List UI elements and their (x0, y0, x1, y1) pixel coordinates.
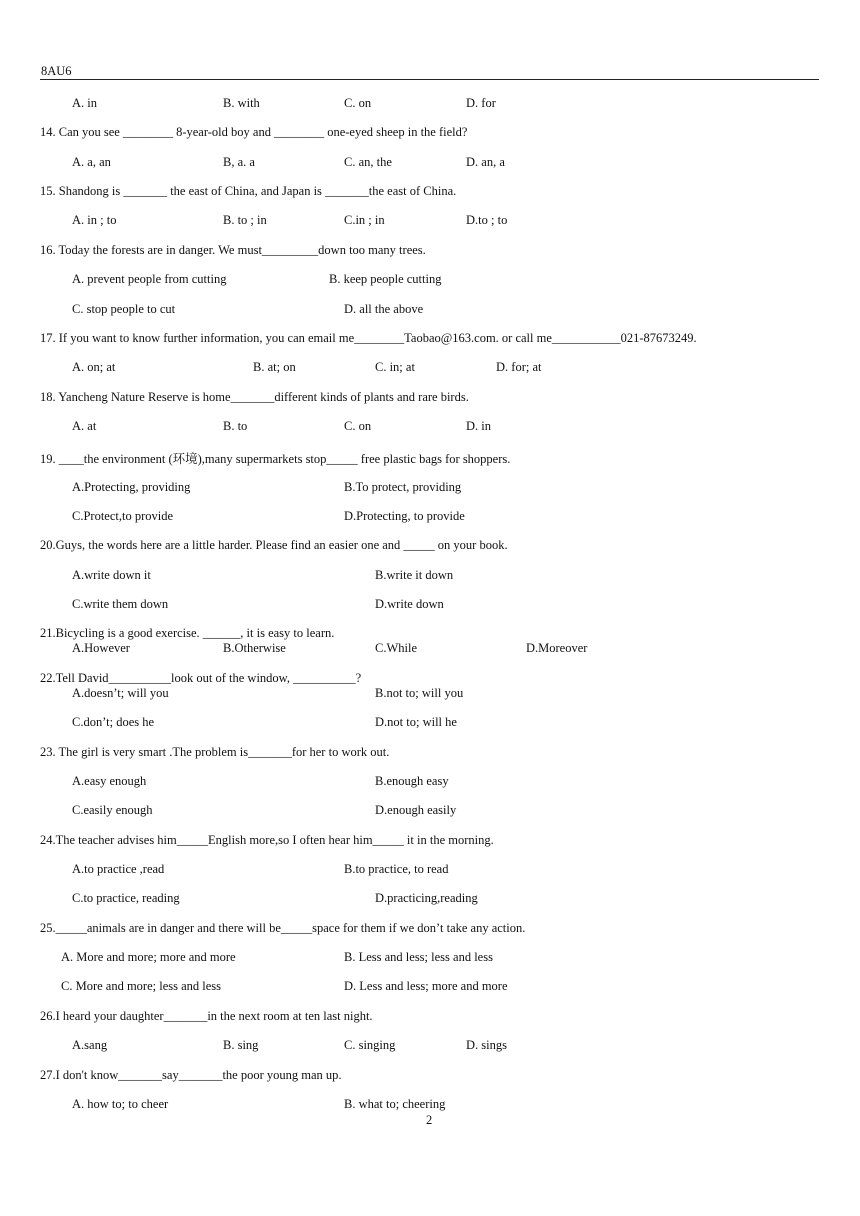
answer-option: A. in ; to (72, 213, 117, 227)
document-code: 8AU6 (41, 64, 72, 78)
answer-option: A. prevent people from cutting (72, 272, 227, 286)
answer-option: C.don’t; does he (72, 715, 155, 729)
answer-option: C. in; at (375, 360, 415, 374)
answer-option: A.to practice ,read (72, 862, 165, 876)
question-text: 20.Guys, the words here are a little harder. Please find an easier one and _____ on your book. (40, 538, 508, 552)
question-text: 16. Today the forests are in danger. We must_________down too many trees. (40, 243, 426, 257)
page-number: 2 (426, 1113, 433, 1127)
header-rule (40, 79, 819, 80)
answer-option: C. on (344, 96, 372, 110)
answer-option: A. More and more; more and more (61, 950, 236, 964)
answer-option: C. stop people to cut (72, 302, 176, 316)
question-text: 24.The teacher advises him_____English more,so I often hear him_____ it in the morning. (40, 833, 494, 847)
answer-option: B. what to; cheering (344, 1097, 446, 1111)
answer-option: A.easy enough (72, 774, 147, 788)
answer-option: D. for (466, 96, 496, 110)
answer-option: A. in (72, 96, 97, 110)
answer-option: C.to practice, reading (72, 891, 180, 905)
question-text: 27.I don't know_______say_______the poor young man up. (40, 1068, 342, 1082)
answer-option: B. with (223, 96, 260, 110)
question-text: 22.Tell David__________look out of the window, __________? (40, 671, 362, 685)
answer-option: B. to (223, 419, 248, 433)
answer-option: B.not to; will you (375, 686, 464, 700)
question-text: 14. Can you see ________ 8-year-old boy and ________ one-eyed sheep in the field? (40, 125, 468, 139)
answer-option: B, a. a (223, 155, 255, 169)
answer-option: D.to ; to (466, 213, 508, 227)
answer-option: B.to practice, to read (344, 862, 449, 876)
answer-option: C. on (344, 419, 372, 433)
answer-option: D.not to; will he (375, 715, 457, 729)
answer-option: C. More and more; less and less (61, 979, 222, 993)
answer-option: C.While (375, 641, 418, 655)
answer-option: D. sings (466, 1038, 507, 1052)
answer-option: B.enough easy (375, 774, 449, 788)
answer-option: B. to ; in (223, 213, 267, 227)
answer-option: A. how to; to cheer (72, 1097, 169, 1111)
answer-option: D. Less and less; more and more (344, 979, 508, 993)
answer-option: D.practicing,reading (375, 891, 478, 905)
answer-option: A. on; at (72, 360, 116, 374)
answer-option: C. singing (344, 1038, 396, 1052)
answer-option: A. a, an (72, 155, 111, 169)
answer-option: A.sang (72, 1038, 108, 1052)
answer-option: B.write it down (375, 568, 454, 582)
answer-option: D.Protecting, to provide (344, 509, 465, 523)
answer-option: C.in ; in (344, 213, 385, 227)
question-text: 26.I heard your daughter_______in the next room at ten last night. (40, 1009, 373, 1023)
answer-option: C.write them down (72, 597, 169, 611)
question-text: 25._____animals are in danger and there will be_____space for them if we don’t take any action. (40, 921, 526, 935)
answer-option: D.Moreover (526, 641, 588, 655)
question-text: 17. If you want to know further information, you can email me________Taobao@163.com. or call me___________021-87673249. (40, 331, 697, 345)
question-text: 18. Yancheng Nature Reserve is home_______different kinds of plants and rare birds. (40, 390, 469, 404)
answer-option: A.Protecting, providing (72, 480, 191, 494)
answer-option: A.However (72, 641, 130, 655)
question-text: 21.Bicycling is a good exercise. ______, it is easy to learn. (40, 626, 335, 640)
answer-option: D.enough easily (375, 803, 457, 817)
answer-option: A. at (72, 419, 97, 433)
answer-option: D.write down (375, 597, 444, 611)
question-text: 19. ____the environment (环境),many supermarkets stop_____ free plastic bags for shoppers. (40, 452, 511, 466)
answer-option: C. an, the (344, 155, 392, 169)
answer-option: B. keep people cutting (329, 272, 442, 286)
answer-option: B.Otherwise (223, 641, 286, 655)
answer-option: C.easily enough (72, 803, 153, 817)
answer-option: C.Protect,to provide (72, 509, 174, 523)
answer-option: B.To protect, providing (344, 480, 462, 494)
answer-option: D. in (466, 419, 491, 433)
answer-option: B. sing (223, 1038, 259, 1052)
answer-option: D. an, a (466, 155, 505, 169)
answer-option: B. Less and less; less and less (344, 950, 493, 964)
question-text: 23. The girl is very smart .The problem is_______for her to work out. (40, 745, 390, 759)
question-text: 15. Shandong is _______ the east of China, and Japan is _______the east of China. (40, 184, 457, 198)
answer-option: A.doesn’t; will you (72, 686, 169, 700)
answer-option: D. all the above (344, 302, 424, 316)
answer-option: A.write down it (72, 568, 151, 582)
answer-option: D. for; at (496, 360, 542, 374)
answer-option: B. at; on (253, 360, 296, 374)
